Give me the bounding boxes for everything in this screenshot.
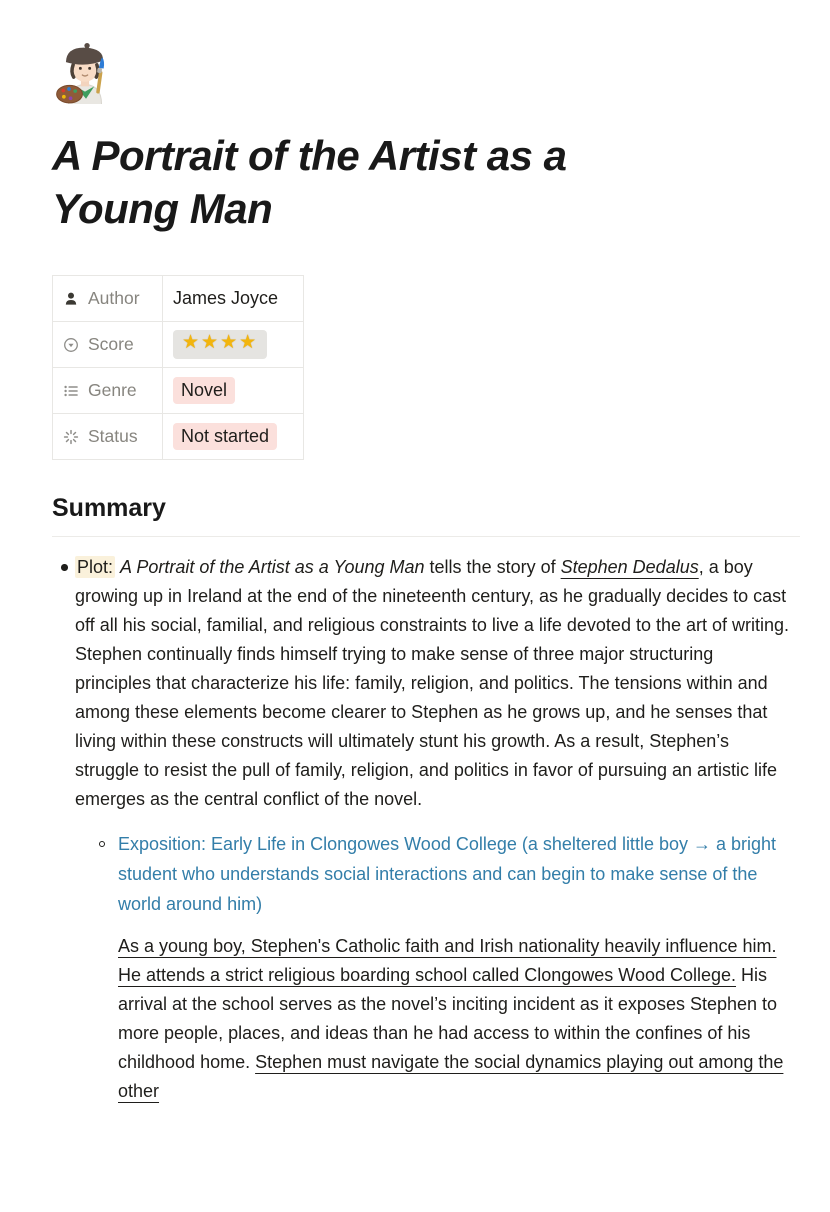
exposition-text-1: His arrival at the school serves as the novel’s inciting incident as it exposes Stephen to more people, places, and ideas than he had access to within the confines of his childhood home. [118, 965, 778, 1072]
artist-emoji-icon [52, 40, 118, 106]
bullet-marker [52, 553, 75, 814]
property-status-label: Status [88, 426, 138, 446]
bulleted-list-icon [63, 383, 79, 399]
sub-bullet-marker [98, 829, 118, 919]
property-row-score [53, 322, 304, 368]
exposition-bullet-item[interactable] [98, 829, 800, 919]
property-status-value[interactable] [163, 414, 304, 460]
exposition-underline-2: Stephen must navigate the social dynamics playing out among the other [118, 1052, 784, 1101]
property-status[interactable] [53, 414, 163, 460]
plot-label-highlighted: Plot: [77, 557, 114, 577]
property-row-author [53, 276, 304, 322]
plot-text-1: tells the story of [424, 557, 561, 577]
page-icon-artist-emoji[interactable] [52, 40, 118, 106]
properties-table [52, 275, 304, 460]
property-row-status [53, 414, 304, 460]
section-divider [52, 536, 800, 537]
property-genre-value[interactable] [163, 368, 304, 414]
property-row-genre [53, 368, 304, 414]
property-genre[interactable] [53, 368, 163, 414]
property-score-label: Score [88, 334, 134, 354]
property-score-value[interactable] [163, 322, 304, 368]
stephen-dedalus-link[interactable]: Stephen Dedalus [560, 557, 699, 577]
status-badge[interactable]: Not started [173, 423, 277, 451]
select-dropdown-icon [63, 337, 79, 353]
plot-bullet-item[interactable] [52, 553, 800, 814]
exposition-underline-1: As a young boy, Stephen's Catholic faith and Irish nationality heavily influence him. He attends a strict religious boarding school called Clongowes Wood College. [118, 936, 777, 985]
property-author-value[interactable]: James Joyce [163, 276, 304, 322]
book-title-italic: A Portrait of the Artist as a Young Man [120, 557, 425, 577]
person-icon [63, 291, 79, 307]
exposition-paragraph[interactable] [118, 932, 800, 1106]
property-author[interactable] [53, 276, 163, 322]
exposition-heading-blue[interactable]: Exposition: Early Life in Clongowes Wood College (a sheltered little boy → a bright student who understands social interactions and can begin to make sense of the world around him) [118, 834, 777, 914]
status-spinner-icon [63, 429, 79, 445]
property-score[interactable] [53, 322, 163, 368]
plot-text[interactable] [75, 553, 792, 814]
page-title[interactable]: A Portrait of the Artist as a Young Man [52, 132, 567, 232]
summary-heading[interactable]: Summary [52, 494, 166, 522]
star-rating[interactable]: ★★★★ [173, 330, 267, 359]
genre-badge[interactable]: Novel [173, 377, 235, 405]
property-genre-label: Genre [88, 380, 137, 400]
property-author-label: Author [88, 288, 140, 308]
plot-text-2: , a boy growing up in Ireland at the end of the nineteenth century, as he gradually decides to cast off all his social, familial, and religious constraints to live a life devoted to the art of writing. Stephen continually finds himself trying to make sense of three major structuring principles that characterize his life: family, religion, and politics. The tensions within and among these elements become clearer to Stephen as he grows up, and he senses that living within these constructs will ultimately stunt his growth. As a result, Stephen’s struggle to resist the pull of family, religion, and politics in favor of pursuing an artistic life emerges as the central conflict of the novel. [75, 557, 790, 809]
